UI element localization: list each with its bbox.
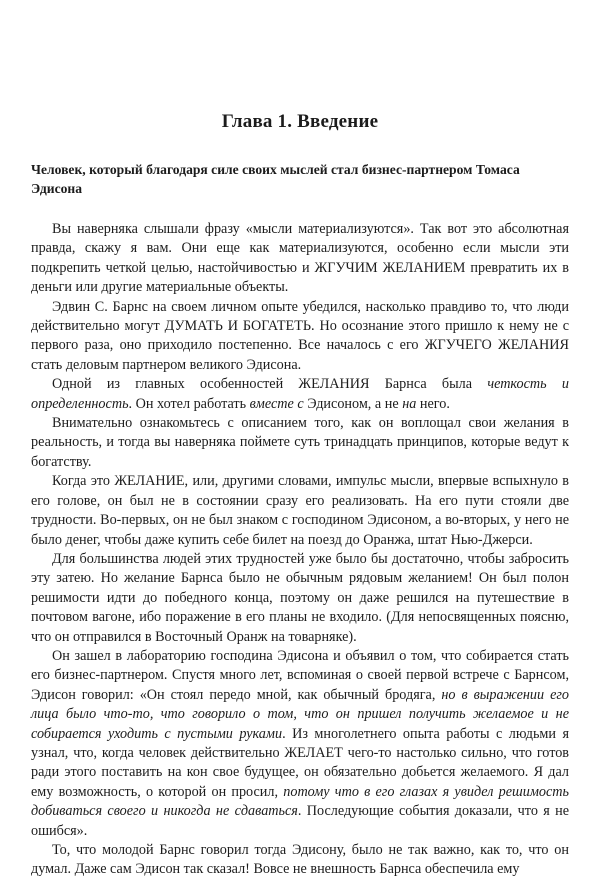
paragraph xyxy=(31,841,569,880)
italic-text-run: четкость и определенность xyxy=(31,376,569,412)
body-text xyxy=(31,220,569,880)
text-run: Одной из главных особенностей ЖЕЛАНИЯ Барнса была xyxy=(52,376,488,393)
text-run: То, что молодой Барнс говорил тогда Эдисону, было не так важно, как то, что он думал. Даже сам Эдисон так сказал! Вовсе не внешность Барнса обеспечила ему xyxy=(31,842,569,878)
italic-text-run: потому что в его глазах я увидел решимость добиваться своего и никогда не сдаваться xyxy=(31,783,569,820)
text-run: . Последующие события доказали, что я не ошибся». xyxy=(31,803,569,839)
text-run: Внимательно ознакомьтесь с описанием того, как он воплощал свои желания в реальность, и тогда вы наверняка поймете суть тринадцать принципов, которые ведут к богатству. xyxy=(31,415,569,470)
text-run: Для большинства людей этих трудностей уже было бы достаточно, чтобы забросить эту затею. Но желание Барнса было не обычным рядовым желанием! Он был полон решимости идти до победного конца, поэтому он даже решился на путешествие в почтовом вагоне, ибо поражение в его планы не входило. (Для непосвященных поясню, что он отправился в Восточный Оранж на товарняке). xyxy=(31,550,569,645)
paragraph xyxy=(31,414,569,472)
italic-text-run: но в выражении его лица было что-то, что говорило о том, что он пришел получить желаемое и не собирается уходить с пустыми руками xyxy=(31,686,569,742)
text-run: . Он хотел работать xyxy=(128,395,250,412)
text-run: Он зашел в лабораторию господина Эдисона и объявил о том, что собирается стать его бизнес-партнером. Спустя много лет, вспоминая о своей первой встрече с Барнсом, Эдисон говорил: «Он стоял передо мной, как обычный бродяга, xyxy=(31,647,569,703)
paragraph xyxy=(31,550,569,647)
text-run: Когда это ЖЕЛАНИЕ, или, другими словами, импульс мысли, впервые вспыхнуло в его голове, он был не в состоянии сразу его реализовать. На его пути стояли две трудности. Во-первых, он не был знаком с господином Эдисоном, а во-вторых, у него не было денег, чтобы даже купить себе билет на поезд до Оранжа, штат Нью-Джерси. xyxy=(31,473,569,548)
text-run: . Из многолетнего опыта работы с людьми я узнал, что, когда человек действительно ЖЕЛАЕТ чего-то настолько сильно, что готов ради этого поставить на кон свое будущее, он обязательно добьется желаемого. Я дал ему возможность, о которой он просил, xyxy=(31,725,569,800)
text-run: Эдвин С. Барнс на своем личном опыте убедился, насколько правдиво то, что люди действительно могут ДУМАТЬ И БОГАТЕТЬ. Но осознание этого пришло к нему не с первого раза, оно приходило постепенно. Все началось с его ЖГУЧЕГО ЖЕЛАНИЯ стать деловым партнером великого Эдисона. xyxy=(31,298,569,373)
paragraph xyxy=(31,472,569,550)
paragraph xyxy=(31,647,569,841)
text-run: Эдисоном, а не xyxy=(303,395,403,412)
chapter-title: Глава 1. Введение xyxy=(221,111,379,132)
italic-text-run: на xyxy=(402,395,417,412)
text-run: Вы наверняка слышали фразу «мысли материализуются». Так вот это абсолютная правда, скажу я вам. Они еще как материализуются, особенно если мысли эти подкрепить четкой целью, настойчивостью и ЖГУЧИМ ЖЕЛАНИЕМ превратить их в деньги или другие материальные объекты. xyxy=(31,221,569,296)
text-run: него. xyxy=(416,395,450,412)
paragraph xyxy=(31,298,569,376)
paragraph xyxy=(31,375,569,414)
paragraph xyxy=(31,220,569,298)
chapter-subtitle: Человек, который благодаря силе своих мыслей стал бизнес-партнером Томаса Эдисона xyxy=(31,162,520,196)
italic-text-run: вместе с xyxy=(249,395,304,412)
